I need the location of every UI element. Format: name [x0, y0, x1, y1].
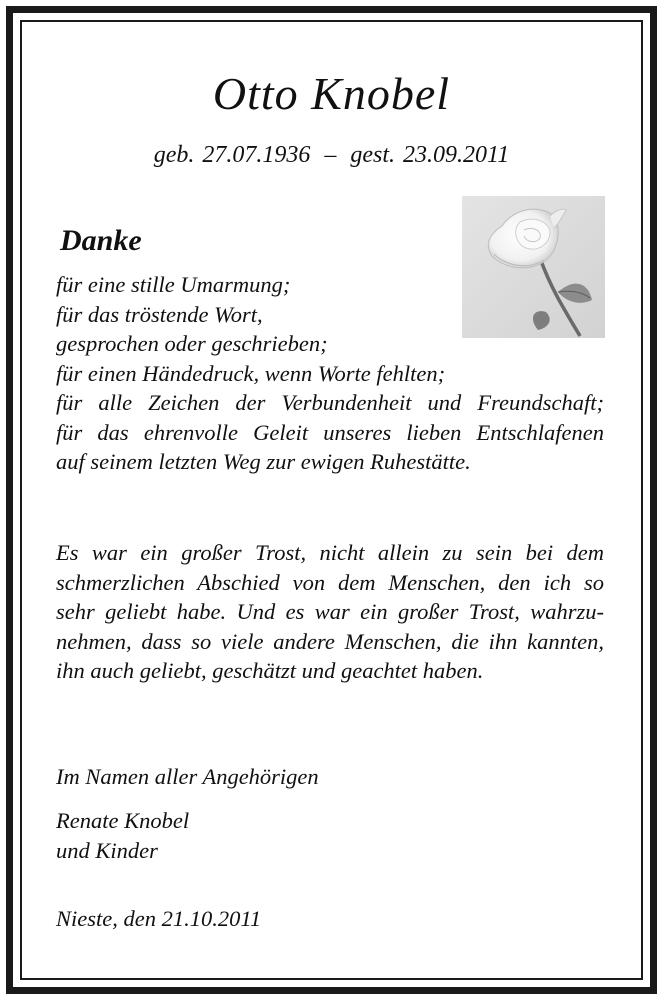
- comfort-paragraph: [56, 538, 604, 686]
- text-line: Nieste, den 21.10.2011: [56, 906, 262, 931]
- text-line: ihn auch geliebt, geschätzt und geachtet haben.: [56, 658, 484, 683]
- thanks-paragraph: [56, 270, 604, 477]
- text-line: schmerzlichen Abschied von dem Menschen, den ich so: [56, 569, 604, 595]
- text-line: auf seinem letzten Weg zur ewigen Ruhestätte.: [56, 449, 471, 474]
- text-line: nehmen, dass so viele andere Menschen, die ihn kannten,: [56, 628, 604, 654]
- text-line: für das tröstende Wort,: [56, 301, 263, 327]
- text-line: für alle Zeichen der Verbundenheit und Freundschaft;: [56, 390, 604, 415]
- birth-date: geb. 27.07.1936: [153, 142, 311, 168]
- date-separator: –: [324, 142, 337, 168]
- text-line: Im Namen aller Angehörigen: [56, 764, 319, 789]
- heading-danke: Danke: [60, 224, 142, 257]
- text-line: für einen Händedruck, wenn Worte fehlten;: [56, 360, 446, 386]
- life-dates: [0, 140, 663, 170]
- text-line: gesprochen oder geschrieben;: [56, 331, 328, 356]
- signature-family: und Kinder: [56, 837, 158, 863]
- place-and-date: [56, 904, 604, 934]
- text-line: für das ehrenvolle Geleit unseres lieben Entschlafenen: [56, 419, 604, 445]
- text-line: für eine stille Umarmung;: [56, 272, 291, 297]
- on-behalf-line: [56, 762, 604, 792]
- text-line: Es war ein großer Trost, nicht allein zu sein bei dem: [56, 540, 604, 565]
- signature: [56, 806, 604, 865]
- deceased-name: Otto Knobel: [212, 68, 451, 119]
- signature-name: Renate Knobel: [56, 808, 190, 833]
- text-line: sehr geliebt habe. Und es war ein großer Trost, wahrzu-: [56, 599, 604, 624]
- death-date: gest. 23.09.2011: [350, 142, 510, 168]
